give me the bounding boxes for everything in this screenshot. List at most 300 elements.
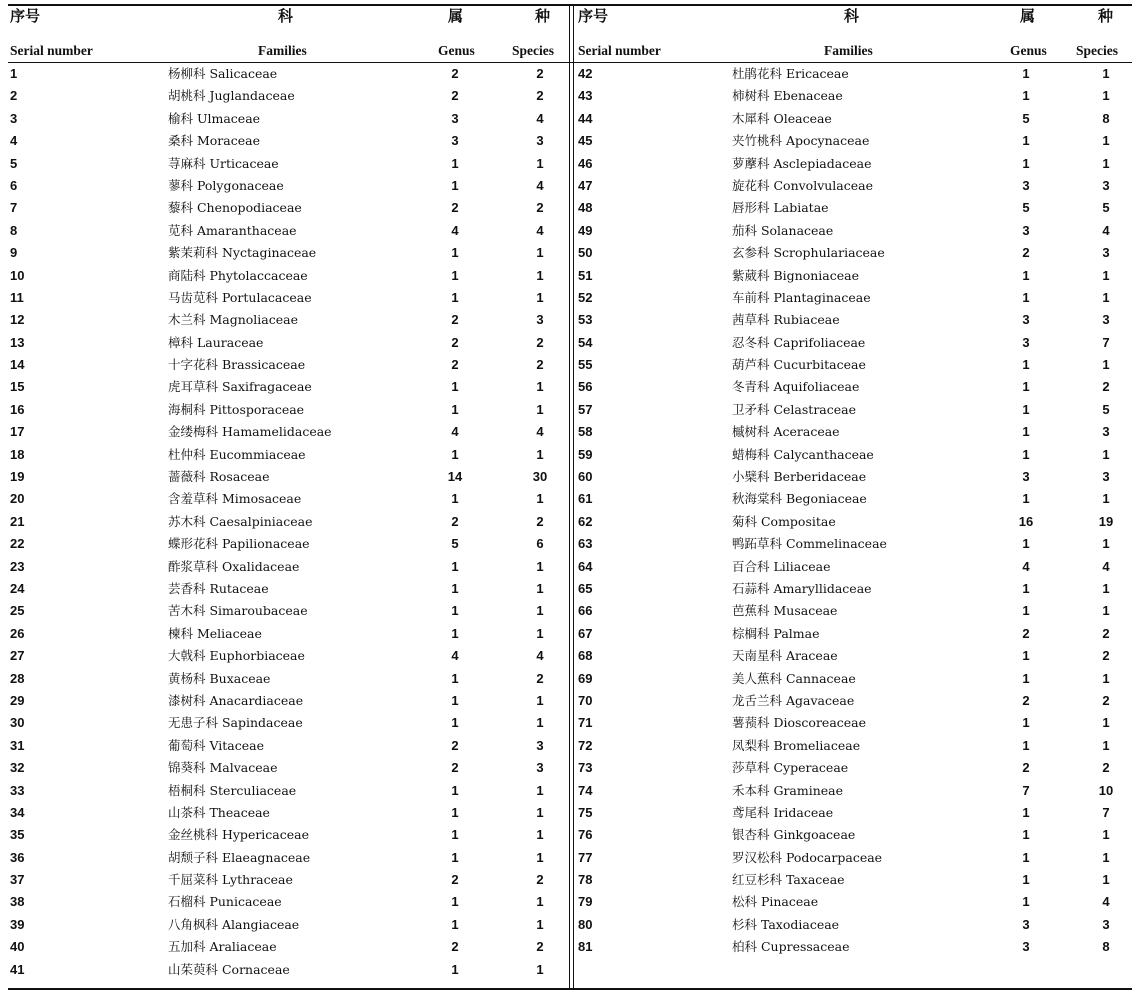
serial-number-cell: 64 xyxy=(578,558,593,574)
species-count-cell: 1 xyxy=(536,580,544,596)
family-cell: 车前科 Plantaginaceae xyxy=(732,289,871,305)
species-count-cell: 1 xyxy=(536,558,544,574)
species-count-cell: 1 xyxy=(1102,267,1110,283)
genus-count-cell: 1 xyxy=(1022,715,1030,731)
species-count-cell: 2 xyxy=(1102,760,1110,776)
family-cell: 卫矛科 Celastraceae xyxy=(732,401,856,417)
family-cell: 千屈菜科 Lythraceae xyxy=(168,872,293,888)
serial-number-cell: 7 xyxy=(10,200,18,216)
serial-number-cell: 51 xyxy=(578,267,593,283)
table-row xyxy=(8,332,568,354)
species-count-cell: 4 xyxy=(536,177,544,193)
table-row xyxy=(576,220,1132,242)
serial-number-cell: 37 xyxy=(10,872,25,888)
genus-count-cell: 1 xyxy=(451,715,459,731)
species-count-cell: 2 xyxy=(536,670,544,686)
serial-number-cell: 76 xyxy=(578,827,593,843)
serial-number-cell: 57 xyxy=(578,401,593,417)
table-row xyxy=(576,108,1132,130)
species-count-cell: 1 xyxy=(1102,289,1110,305)
serial-number-cell: 44 xyxy=(578,110,593,126)
family-cell: 榆科 Ulmaceae xyxy=(168,110,261,126)
table-row xyxy=(576,265,1132,287)
serial-number-cell: 75 xyxy=(578,804,593,820)
family-cell: 樟科 Lauraceae xyxy=(168,334,264,350)
serial-number-cell: 74 xyxy=(578,782,593,798)
serial-number-cell: 50 xyxy=(578,245,593,261)
species-count-cell: 1 xyxy=(1102,155,1110,171)
species-count-cell: 8 xyxy=(1102,110,1110,126)
table-row xyxy=(576,668,1132,690)
serial-number-cell: 5 xyxy=(10,155,18,171)
table-row xyxy=(8,175,568,197)
serial-number-cell: 23 xyxy=(10,558,25,574)
serial-number-cell: 27 xyxy=(10,648,25,664)
serial-number-cell: 66 xyxy=(578,603,593,619)
species-count-cell: 4 xyxy=(1102,222,1110,238)
header-species-en: Species xyxy=(512,43,554,58)
genus-count-cell: 1 xyxy=(1022,379,1030,395)
serial-number-cell: 56 xyxy=(578,379,593,395)
family-cell: 石蒜科 Amaryllidaceae xyxy=(732,580,872,596)
table-row xyxy=(8,914,568,936)
species-count-cell: 1 xyxy=(536,491,544,507)
table-row xyxy=(576,891,1132,913)
table-left-half xyxy=(8,4,568,990)
species-count-cell: 2 xyxy=(536,334,544,350)
family-cell: 薯蓣科 Dioscoreaceae xyxy=(732,715,867,731)
family-cell: 旋花科 Convolvulaceae xyxy=(732,177,874,193)
genus-count-cell: 1 xyxy=(451,245,459,261)
genus-count-cell: 4 xyxy=(1022,558,1030,574)
table-row xyxy=(576,466,1132,488)
family-cell: 玄参科 Scrophulariaceae xyxy=(732,245,885,261)
serial-number-cell: 45 xyxy=(578,133,593,149)
genus-count-cell: 1 xyxy=(451,289,459,305)
species-count-cell: 1 xyxy=(1102,357,1110,373)
genus-count-cell: 3 xyxy=(1022,222,1030,238)
species-count-cell: 2 xyxy=(1102,379,1110,395)
family-cell: 杜仲科 Eucommiaceae xyxy=(168,446,306,462)
species-count-cell: 1 xyxy=(1102,849,1110,865)
table-row xyxy=(8,220,568,242)
family-cell: 茄科 Solanaceae xyxy=(732,222,834,238)
serial-number-cell: 12 xyxy=(10,312,25,328)
table-row xyxy=(576,869,1132,891)
genus-count-cell: 1 xyxy=(1022,827,1030,843)
genus-count-cell: 1 xyxy=(451,916,459,932)
serial-number-cell: 4 xyxy=(10,133,18,149)
species-count-cell: 1 xyxy=(536,379,544,395)
species-count-cell: 3 xyxy=(1102,916,1110,932)
genus-count-cell: 3 xyxy=(1022,469,1030,485)
serial-number-cell: 19 xyxy=(10,469,25,485)
family-cell: 夹竹桃科 Apocynaceae xyxy=(732,133,870,149)
serial-number-cell: 58 xyxy=(578,424,593,440)
species-count-cell: 3 xyxy=(536,737,544,753)
family-cell: 天南星科 Araceae xyxy=(732,648,838,664)
family-cell: 马齿苋科 Portulacaceae xyxy=(168,289,312,305)
serial-number-cell: 13 xyxy=(10,334,25,350)
table-row xyxy=(8,63,568,85)
family-cell: 柏科 Cupressaceae xyxy=(732,939,850,955)
family-cell: 荨麻科 Urticaceae xyxy=(168,155,279,171)
table-row xyxy=(8,578,568,600)
species-count-cell: 2 xyxy=(1102,648,1110,664)
serial-number-cell: 15 xyxy=(10,379,25,395)
genus-count-cell: 3 xyxy=(1022,916,1030,932)
family-cell: 秋海棠科 Begoniaceae xyxy=(732,491,867,507)
species-count-cell: 1 xyxy=(536,849,544,865)
genus-count-cell: 3 xyxy=(451,110,459,126)
table-row xyxy=(8,309,568,331)
genus-count-cell: 1 xyxy=(451,827,459,843)
species-count-cell: 1 xyxy=(536,916,544,932)
genus-count-cell: 1 xyxy=(1022,289,1030,305)
genus-count-cell: 1 xyxy=(1022,491,1030,507)
species-count-cell: 2 xyxy=(536,357,544,373)
table-row xyxy=(576,578,1132,600)
serial-number-cell: 80 xyxy=(578,916,593,932)
species-count-cell: 3 xyxy=(536,760,544,776)
family-cell: 杨柳科 Salicaceae xyxy=(168,66,278,81)
table-row xyxy=(8,690,568,712)
serial-number-cell: 71 xyxy=(578,715,593,731)
family-cell: 茜草科 Rubiaceae xyxy=(732,312,840,328)
family-cell: 金丝桃科 Hypericaceae xyxy=(168,827,310,843)
family-cell: 芸香科 Rutaceae xyxy=(168,580,269,596)
family-cell: 槭树科 Aceraceae xyxy=(732,424,840,440)
serial-number-cell: 1 xyxy=(10,66,18,81)
family-cell: 鸢尾科 Iridaceae xyxy=(732,804,834,820)
table-row xyxy=(8,108,568,130)
species-count-cell: 2 xyxy=(1102,625,1110,641)
family-cell: 唇形科 Labiatae xyxy=(732,200,829,216)
species-count-cell: 1 xyxy=(1102,133,1110,149)
serial-number-cell: 48 xyxy=(578,200,593,216)
table-row xyxy=(576,690,1132,712)
serial-number-cell: 21 xyxy=(10,513,25,529)
genus-count-cell: 4 xyxy=(451,424,459,440)
genus-count-cell: 2 xyxy=(1022,692,1030,708)
species-count-cell: 3 xyxy=(536,312,544,328)
species-count-cell: 1 xyxy=(1102,88,1110,104)
species-count-cell: 5 xyxy=(1102,200,1110,216)
species-count-cell: 1 xyxy=(536,401,544,417)
genus-count-cell: 5 xyxy=(1022,110,1030,126)
family-cell: 菊科 Compositae xyxy=(732,513,836,529)
table-row xyxy=(8,668,568,690)
genus-count-cell: 1 xyxy=(451,849,459,865)
serial-number-cell: 17 xyxy=(10,424,25,440)
genus-count-cell: 1 xyxy=(1022,603,1030,619)
table-row xyxy=(576,153,1132,175)
family-cell: 藜科 Chenopodiaceae xyxy=(168,200,302,216)
species-count-cell: 3 xyxy=(1102,177,1110,193)
genus-count-cell: 2 xyxy=(451,939,459,955)
family-cell: 杜鹃花科 Ericaceae xyxy=(732,66,849,81)
species-count-cell: 2 xyxy=(536,200,544,216)
serial-number-cell: 9 xyxy=(10,245,18,261)
species-count-cell: 1 xyxy=(536,782,544,798)
table-row xyxy=(576,309,1132,331)
serial-number-cell: 6 xyxy=(10,177,18,193)
serial-number-cell: 47 xyxy=(578,177,593,193)
serial-number-cell: 35 xyxy=(10,827,25,843)
serial-number-cell: 36 xyxy=(10,849,25,865)
table-row xyxy=(8,511,568,533)
family-cell: 蓼科 Polygonaceae xyxy=(168,177,284,193)
species-count-cell: 1 xyxy=(1102,491,1110,507)
genus-count-cell: 3 xyxy=(451,133,459,149)
table-row xyxy=(8,533,568,555)
family-cell: 蝶形花科 Papilionaceae xyxy=(168,536,310,552)
table-row xyxy=(576,847,1132,869)
serial-number-cell: 72 xyxy=(578,737,593,753)
family-cell: 葡萄科 Vitaceae xyxy=(168,737,265,753)
family-cell: 凤梨科 Bromeliaceae xyxy=(732,737,861,753)
genus-count-cell: 1 xyxy=(1022,66,1030,81)
table-row xyxy=(576,488,1132,510)
header-species-zh: 种 xyxy=(1098,7,1114,25)
family-cell: 漆树科 Anacardiaceae xyxy=(168,692,304,708)
serial-number-cell: 46 xyxy=(578,155,593,171)
genus-count-cell: 1 xyxy=(451,782,459,798)
genus-count-cell: 2 xyxy=(1022,625,1030,641)
table-row xyxy=(576,85,1132,107)
table-row xyxy=(576,735,1132,757)
family-cell: 蔷薇科 Rosaceae xyxy=(168,469,270,485)
table-row xyxy=(576,511,1132,533)
family-cell: 石榴科 Punicaceae xyxy=(168,894,282,910)
genus-count-cell: 2 xyxy=(451,312,459,328)
species-count-cell: 1 xyxy=(1102,670,1110,686)
genus-count-cell: 1 xyxy=(451,177,459,193)
species-count-cell: 4 xyxy=(1102,558,1110,574)
table-row xyxy=(576,645,1132,667)
table-row xyxy=(576,757,1132,779)
genus-count-cell: 2 xyxy=(451,760,459,776)
genus-count-cell: 1 xyxy=(451,446,459,462)
header-serial-en: Serial number xyxy=(10,43,93,58)
genus-count-cell: 1 xyxy=(451,894,459,910)
header-family-en: Families xyxy=(824,43,873,58)
table-row xyxy=(8,959,568,981)
table-row xyxy=(8,85,568,107)
genus-count-cell: 5 xyxy=(451,536,459,552)
family-cell: 胡桃科 Juglandaceae xyxy=(168,88,295,104)
species-count-cell: 2 xyxy=(536,872,544,888)
genus-count-cell: 1 xyxy=(451,670,459,686)
serial-number-cell: 24 xyxy=(10,580,25,596)
species-count-cell: 1 xyxy=(536,961,544,977)
species-count-cell: 1 xyxy=(536,827,544,843)
family-cell: 苋科 Amaranthaceae xyxy=(168,222,297,238)
genus-count-cell: 2 xyxy=(451,88,459,104)
table-row xyxy=(8,466,568,488)
genus-count-cell: 1 xyxy=(451,580,459,596)
genus-count-cell: 1 xyxy=(451,267,459,283)
genus-count-cell: 3 xyxy=(1022,312,1030,328)
serial-number-cell: 11 xyxy=(10,289,24,305)
serial-number-cell: 77 xyxy=(578,849,593,865)
family-cell: 蜡梅科 Calycanthaceae xyxy=(732,446,874,462)
genus-count-cell: 7 xyxy=(1022,782,1030,798)
table-row xyxy=(576,780,1132,802)
serial-number-cell: 32 xyxy=(10,760,25,776)
header-family-zh: 科 xyxy=(844,7,860,25)
table-row xyxy=(8,600,568,622)
family-cell: 红豆杉科 Taxaceae xyxy=(732,872,845,888)
serial-number-cell: 81 xyxy=(578,939,593,955)
column-divider xyxy=(569,4,574,990)
serial-number-cell: 14 xyxy=(10,357,25,373)
species-count-cell: 19 xyxy=(1098,513,1114,529)
family-cell: 莎草科 Cyperaceae xyxy=(732,760,849,776)
genus-count-cell: 1 xyxy=(451,401,459,417)
table-row xyxy=(576,421,1132,443)
family-cell: 苦木科 Simaroubaceae xyxy=(168,603,308,619)
family-cell: 十字花科 Brassicaceae xyxy=(168,357,306,373)
genus-count-cell: 1 xyxy=(1022,872,1030,888)
genus-count-cell: 5 xyxy=(1022,200,1030,216)
species-count-cell: 1 xyxy=(1102,580,1110,596)
serial-number-cell: 69 xyxy=(578,670,593,686)
family-cell: 杉科 Taxodiaceae xyxy=(732,916,840,932)
species-count-cell: 1 xyxy=(536,267,544,283)
header-genus-en: Genus xyxy=(1010,43,1047,58)
species-count-cell: 7 xyxy=(1102,804,1110,820)
table-row xyxy=(8,488,568,510)
serial-number-cell: 67 xyxy=(578,625,593,641)
family-cell: 罗汉松科 Podocarpaceae xyxy=(732,849,883,865)
species-count-cell: 10 xyxy=(1098,782,1114,798)
species-count-cell: 4 xyxy=(536,110,544,126)
table-row xyxy=(8,399,568,421)
genus-count-cell: 4 xyxy=(451,222,459,238)
genus-count-cell: 1 xyxy=(1022,446,1030,462)
serial-number-cell: 59 xyxy=(578,446,593,462)
table-row xyxy=(8,645,568,667)
serial-number-cell: 39 xyxy=(10,916,25,932)
species-count-cell: 1 xyxy=(536,804,544,820)
genus-count-cell: 1 xyxy=(1022,670,1030,686)
serial-number-cell: 54 xyxy=(578,334,593,350)
serial-number-cell: 26 xyxy=(10,625,25,641)
family-cell: 商陆科 Phytolaccaceae xyxy=(168,267,308,283)
table-row xyxy=(8,376,568,398)
table-row xyxy=(576,399,1132,421)
family-cell: 山茱萸科 Cornaceae xyxy=(168,961,290,977)
serial-number-cell: 52 xyxy=(578,289,593,305)
left-rows xyxy=(8,63,568,981)
header-family-en: Families xyxy=(258,43,307,58)
species-count-cell: 1 xyxy=(536,289,544,305)
genus-count-cell: 3 xyxy=(1022,939,1030,955)
genus-count-cell: 2 xyxy=(451,737,459,753)
family-cell: 银杏科 Ginkgoaceae xyxy=(732,827,856,843)
table-row xyxy=(8,130,568,152)
table-row xyxy=(576,130,1132,152)
table-row xyxy=(576,242,1132,264)
family-cell: 冬青科 Aquifoliaceae xyxy=(732,379,860,395)
serial-number-cell: 65 xyxy=(578,580,593,596)
serial-number-cell: 60 xyxy=(578,469,593,485)
table-row xyxy=(8,712,568,734)
species-count-cell: 7 xyxy=(1102,334,1110,350)
genus-count-cell: 1 xyxy=(1022,648,1030,664)
genus-count-cell: 1 xyxy=(1022,155,1030,171)
serial-number-cell: 42 xyxy=(578,66,593,81)
family-cell: 美人蕉科 Cannaceae xyxy=(732,670,856,686)
genus-count-cell: 3 xyxy=(1022,177,1030,193)
table-right-half xyxy=(576,4,1132,990)
species-count-cell: 1 xyxy=(1102,715,1110,731)
serial-number-cell: 62 xyxy=(578,513,593,529)
genus-count-cell: 4 xyxy=(451,648,459,664)
species-count-cell: 1 xyxy=(536,155,544,171)
species-count-cell: 1 xyxy=(1102,446,1110,462)
serial-number-cell: 63 xyxy=(578,536,593,552)
serial-number-cell: 8 xyxy=(10,222,18,238)
genus-count-cell: 1 xyxy=(451,379,459,395)
family-cell: 百合科 Liliaceae xyxy=(732,558,831,574)
header-genus-zh: 属 xyxy=(1020,7,1036,25)
family-cell: 梧桐科 Sterculiaceae xyxy=(168,782,297,798)
genus-count-cell: 2 xyxy=(1022,245,1030,261)
serial-number-cell: 34 xyxy=(10,804,25,820)
species-count-cell: 4 xyxy=(536,648,544,664)
family-cell: 苏木科 Caesalpiniaceae xyxy=(168,513,313,529)
table-row xyxy=(576,712,1132,734)
table-row xyxy=(576,376,1132,398)
table-row xyxy=(8,847,568,869)
genus-count-cell: 2 xyxy=(451,513,459,529)
table-row xyxy=(576,533,1132,555)
genus-count-cell: 1 xyxy=(1022,737,1030,753)
genus-count-cell: 1 xyxy=(1022,894,1030,910)
serial-number-cell: 78 xyxy=(578,872,593,888)
species-count-cell: 1 xyxy=(1102,66,1110,81)
table-row xyxy=(576,354,1132,376)
species-count-cell: 1 xyxy=(1102,603,1110,619)
table-row xyxy=(576,824,1132,846)
species-count-cell: 1 xyxy=(536,446,544,462)
genus-count-cell: 1 xyxy=(451,804,459,820)
header-serial-en: Serial number xyxy=(578,43,661,58)
family-cell: 酢浆草科 Oxalidaceae xyxy=(168,558,300,574)
family-cell: 禾本科 Gramineae xyxy=(732,782,844,798)
family-cell: 木兰科 Magnoliaceae xyxy=(168,312,298,328)
species-count-cell: 3 xyxy=(1102,469,1110,485)
family-table xyxy=(8,4,1132,990)
genus-count-cell: 2 xyxy=(451,200,459,216)
table-row xyxy=(8,936,568,958)
family-cell: 山茶科 Theaceae xyxy=(168,804,270,820)
header-family-zh: 科 xyxy=(278,7,294,25)
genus-count-cell: 16 xyxy=(1018,513,1034,529)
serial-number-cell: 28 xyxy=(10,670,25,686)
table-row xyxy=(8,891,568,913)
serial-number-cell: 31 xyxy=(10,737,25,753)
genus-count-cell: 1 xyxy=(1022,88,1030,104)
species-count-cell: 1 xyxy=(536,692,544,708)
genus-count-cell: 3 xyxy=(1022,334,1030,350)
species-count-cell: 6 xyxy=(536,536,544,552)
serial-number-cell: 40 xyxy=(10,939,25,955)
table-row xyxy=(576,63,1132,85)
serial-number-cell: 3 xyxy=(10,110,18,126)
